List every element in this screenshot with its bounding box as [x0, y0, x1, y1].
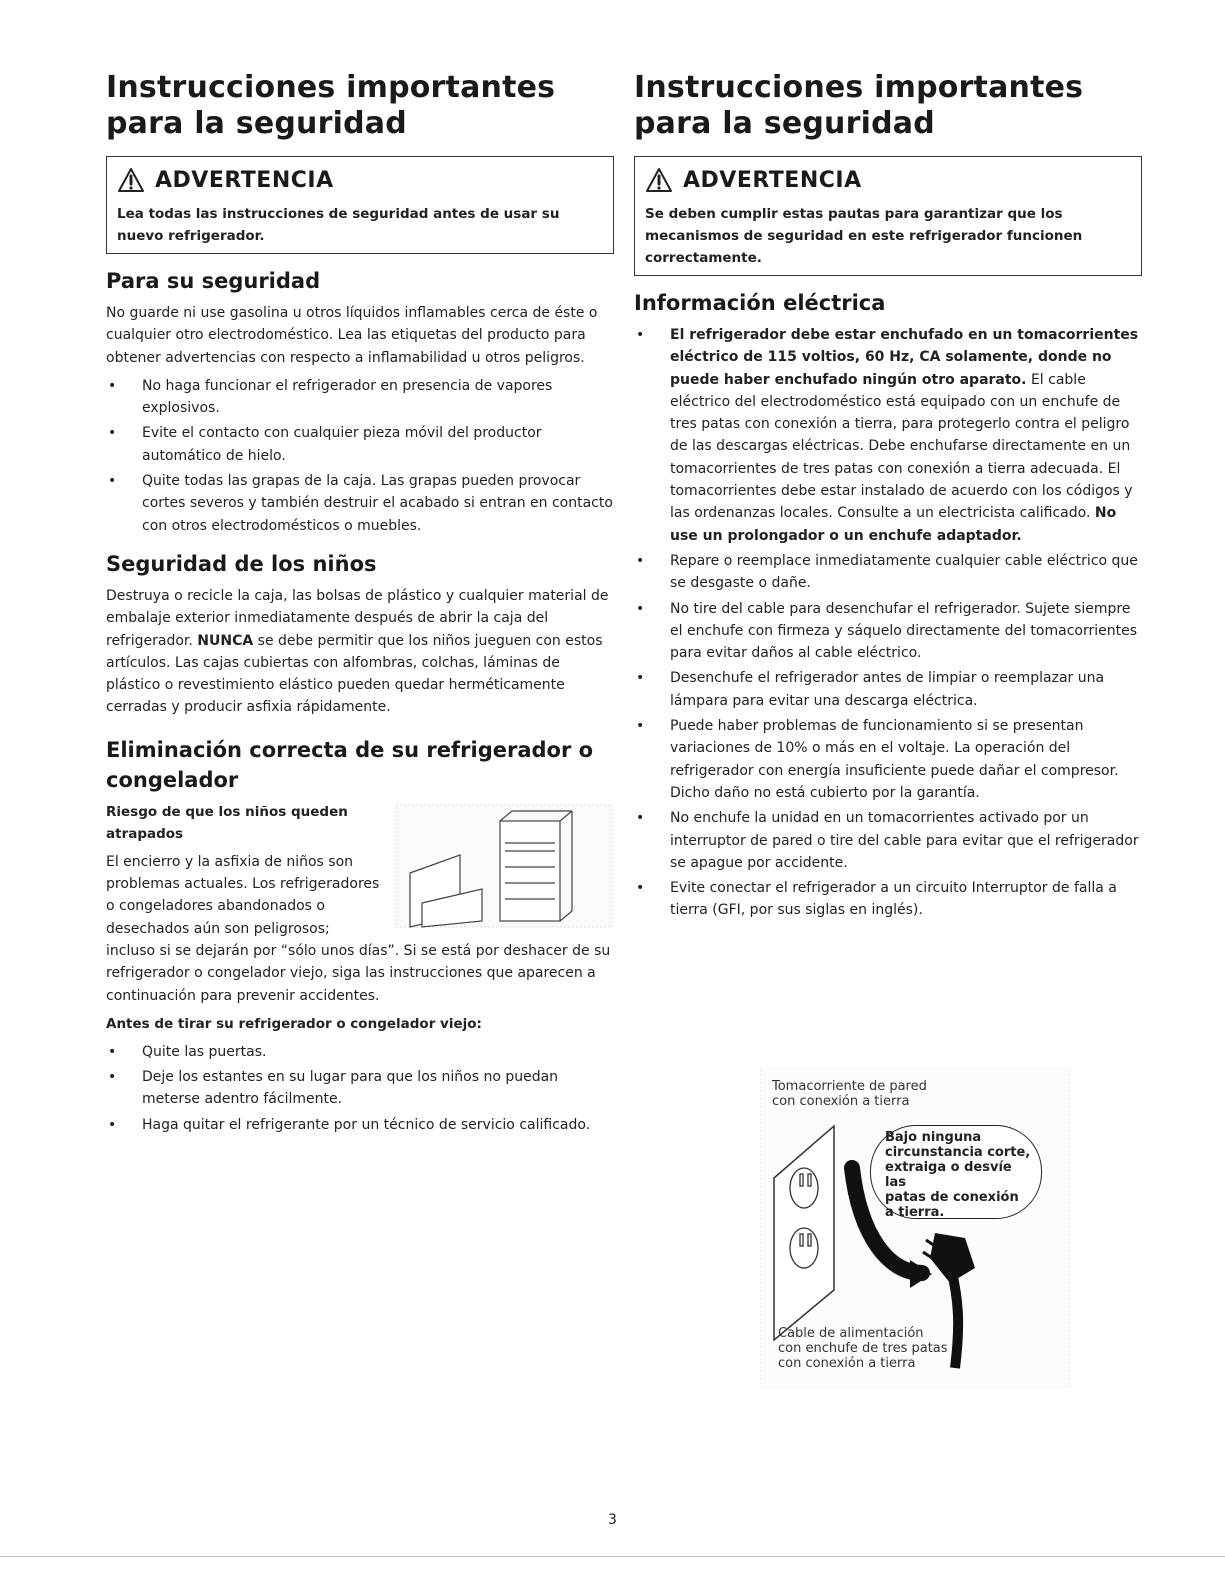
list-item: • Evite conectar el refrigerador a un circuito Interruptor de falla a tierra (GFI, por sus siglas en inglés).: [634, 877, 1142, 922]
warning-heading: [645, 167, 1131, 193]
warning-text: Lea todas las instrucciones de seguridad antes de usar su nuevo refrigerador.: [117, 206, 560, 244]
caption-line: con enchufe de tres patas: [778, 1341, 948, 1356]
warning-box: [634, 156, 1142, 276]
warning-triangle-icon: [117, 167, 145, 193]
caption-line: con conexión a tierra: [772, 1094, 910, 1109]
page-title: Instrucciones importantes para la seguridad: [106, 70, 556, 141]
callout-line: Bajo ninguna: [885, 1130, 982, 1145]
list-item: • Haga quitar el refrigerante por un técnico de servicio calificado.: [106, 1114, 614, 1136]
right-column: [634, 70, 1142, 928]
callout-line: a tierra.: [885, 1205, 945, 1220]
warning-heading-text: ADVERTENCIA: [155, 167, 334, 193]
list-item: • Evite el contacto con cualquier pieza móvil del productor automático de hielo.: [106, 422, 614, 467]
page-number: 3: [608, 1512, 617, 1528]
list-item: • Quite todas las grapas de la caja. Las grapas pueden provocar cortes severos y también destruir el acabado si entran en contacto con otros electrodomésticos o muebles.: [106, 470, 614, 537]
list-item: • Quite las puertas.: [106, 1041, 614, 1063]
paragraph: [106, 585, 614, 719]
section-heading-ninos: Seguridad de los niños: [106, 551, 377, 576]
callout-line: extraiga o desvíe las: [885, 1160, 1012, 1190]
list-item: • No enchufe la unidad en un tomacorrientes activado por un interruptor de pared o tire del cable para evitar que el refrigerador se apague por accidente.: [634, 807, 1142, 874]
refrigerator-illustration: [390, 803, 620, 931]
page-divider: [0, 1556, 1225, 1557]
text: El cable eléctrico del electrodoméstico está equipado con un enchufe de tres patas con conexión a tierra, para protegerlo contra el peligro de las descargas eléctricas. Debe enchufarse directamente en un tomacorrientes de tres patas con conexión a tierra adecuada. El tomacorrientes debe estar instalado de acuerdo con los códigos y las ordenanzas locales. Consulte a un electricista calificado.: [670, 371, 1133, 522]
list-item: • Deje los estantes en su lugar para que los niños no puedan meterse adentro fácilmente.: [106, 1066, 614, 1111]
text: Destruya o recicle la caja, las bolsas de plástico y cualquier material de embalaje exterior inmediatamente después de abrir la caja del refrigerador.: [106, 587, 609, 649]
list-item: • No haga funcionar el refrigerador en presencia de vapores explosivos.: [106, 375, 614, 420]
bullet-list: [106, 1041, 614, 1136]
warning-box: [106, 156, 614, 254]
paragraph: No guarde ni use gasolina u otros líquidos inflamables cerca de éste o cualquier otro electrodoméstico. Lea las etiquetas del producto para obtener advertencias con respecto a inflamabilidad u otros peligros.: [106, 305, 598, 366]
list-item: [634, 324, 1142, 547]
warning-heading: [117, 167, 603, 193]
callout-line: patas de conexión: [885, 1190, 1019, 1205]
section-heading-para-su-seguridad: Para su seguridad: [106, 269, 321, 293]
warning-callout-bubble: [870, 1125, 1042, 1219]
list-item: • Puede haber problemas de funcionamiento si se presentan variaciones de 10% o más en el voltaje. La operación del refrigerador con energía insuficiente puede dañar el compresor. Dicho daño no está cubierto por la garantía.: [634, 715, 1142, 804]
caption-line: con conexión a tierra: [778, 1356, 916, 1371]
figure-caption-top: [772, 1079, 927, 1109]
section-heading-eliminacion: Eliminación correcta de su refrigerador o congelador: [106, 737, 594, 792]
warning-heading-text: ADVERTENCIA: [683, 167, 862, 193]
list-item: • No tire del cable para desenchufar el refrigerador. Sujete siempre el enchufe con firmeza y sáquelo directamente del tomacorrientes para evitar daños al cable eléctrico.: [634, 598, 1142, 665]
subheading-riesgo: Riesgo de que los niños queden atrapados: [106, 803, 348, 842]
subheading-antes-de-tirar: Antes de tirar su refrigerador o congelador viejo:: [106, 1015, 482, 1032]
left-column: [106, 70, 614, 1142]
callout-line: circunstancia corte,: [885, 1145, 1031, 1160]
warning-triangle-icon: [645, 167, 673, 193]
figure-caption-bottom: [778, 1326, 948, 1371]
bullet-list: [106, 375, 614, 537]
list-item: • Repare o reemplace inmediatamente cualquier cable eléctrico que se desgaste o dañe.: [634, 550, 1142, 595]
bold-text: No use un prolongador o un enchufe adaptador.: [670, 505, 1117, 544]
bold-text: NUNCA: [197, 632, 254, 649]
list-item: • Desenchufe el refrigerador antes de limpiar o reemplazar una lámpara para evitar una descarga eléctrica.: [634, 667, 1142, 712]
caption-line: Tomacorriente de pared: [772, 1079, 927, 1094]
page-title: Instrucciones importantes para la seguridad: [634, 70, 1084, 141]
text: se debe permitir que los niños jueguen con estos artículos. Las cajas cubiertas con alfombras, colchas, láminas de plástico o revestimiento elástico pueden quedar herméticamente cerradas y producir asfixia rápidamente.: [106, 632, 603, 716]
warning-text: Se deben cumplir estas pautas para garantizar que los mecanismos de seguridad en este refrigerador funcionen correctamente.: [645, 206, 1083, 266]
bold-text: El refrigerador debe estar enchufado en un tomacorrientes eléctrico de 115 voltios, 60 Hz, CA solamente, donde no puede haber enchufado ningún otro aparato.: [670, 327, 1139, 388]
section-heading-electrica: Información eléctrica: [634, 291, 886, 315]
paragraph: El encierro y la asfixia de niños son problemas actuales. Los refrigeradores o congeladores abandonados o desechados aún son peligrosos; incluso si se dejarán por “sólo unos días”. Si se está por deshacer de su refrigerador o congelador viejo, siga las instrucciones que aparecen a continuación para prevenir accidentes.: [106, 853, 611, 1004]
caption-line: Cable de alimentación: [778, 1326, 924, 1341]
bullet-list: [634, 324, 1142, 922]
